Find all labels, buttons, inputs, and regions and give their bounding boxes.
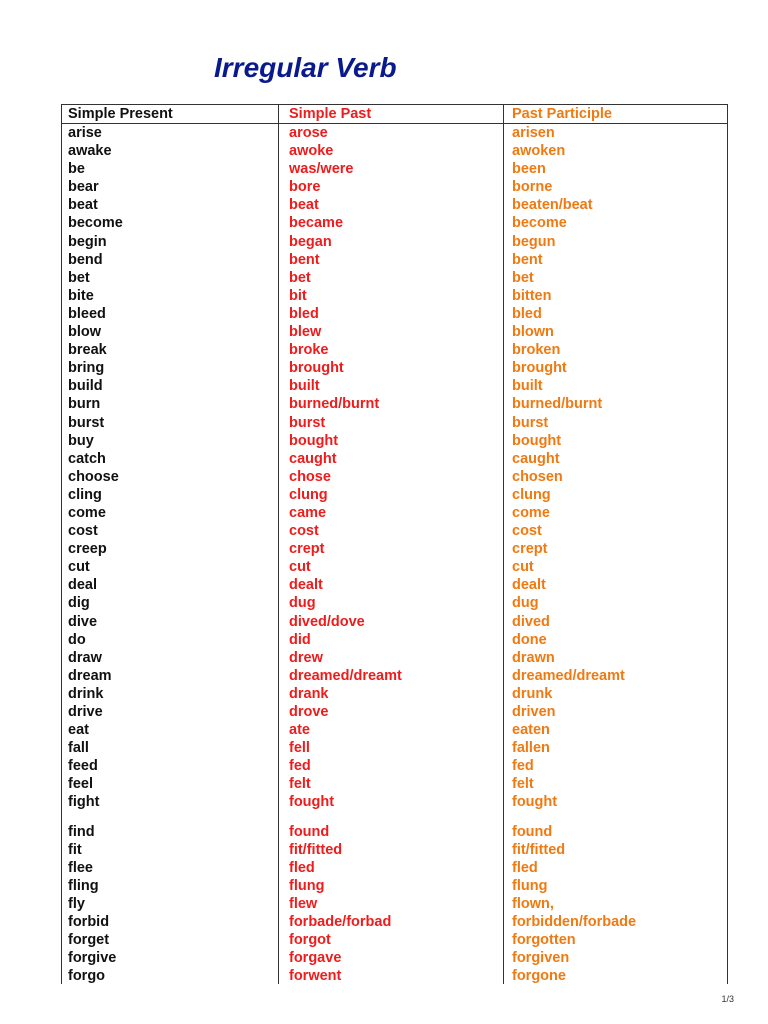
cell-past-participle: dived bbox=[512, 613, 550, 630]
cell-past-participle: borne bbox=[512, 179, 553, 196]
cell-simple-past: dreamed/dreamt bbox=[289, 667, 402, 684]
cell-simple-past: ate bbox=[289, 722, 310, 739]
cell-simple-present: feel bbox=[68, 776, 93, 793]
cell-past-participle: forgone bbox=[512, 968, 566, 985]
cell-simple-past: burst bbox=[289, 414, 326, 431]
table-row bbox=[62, 305, 727, 323]
cell-simple-past: blew bbox=[289, 324, 322, 341]
cell-simple-present: become bbox=[68, 215, 123, 232]
cell-simple-present: choose bbox=[68, 468, 119, 485]
page-title: Irregular Verb bbox=[214, 52, 397, 83]
cell-past-participle: flown, bbox=[512, 895, 554, 912]
table-row bbox=[62, 913, 727, 931]
table-row bbox=[62, 631, 727, 649]
cell-simple-present: drive bbox=[68, 704, 103, 720]
cell-simple-present: be bbox=[68, 161, 85, 178]
cell-simple-past: found bbox=[289, 823, 330, 840]
cell-simple-present: begin bbox=[68, 233, 107, 250]
cell-past-participle: eaten bbox=[512, 722, 550, 739]
cell-simple-present: dive bbox=[68, 613, 98, 630]
cell-simple-present: beat bbox=[68, 197, 98, 214]
cell-simple-present: draw bbox=[68, 649, 102, 666]
cell-simple-present: fly bbox=[68, 895, 85, 912]
table-row bbox=[62, 214, 727, 232]
table-row bbox=[62, 649, 727, 667]
cell-simple-present: bet bbox=[68, 269, 90, 286]
verb-table bbox=[61, 104, 728, 984]
table-row bbox=[62, 613, 727, 631]
cell-simple-present: drink bbox=[68, 685, 104, 702]
cell-simple-present: dream bbox=[68, 667, 112, 684]
table-row bbox=[62, 949, 727, 967]
cell-simple-present: fall bbox=[68, 740, 89, 757]
cell-past-participle: fit/fitted bbox=[512, 841, 566, 858]
cell-simple-present: awake bbox=[68, 143, 112, 160]
cell-simple-past: drew bbox=[289, 649, 323, 666]
cell-simple-present: burst bbox=[68, 414, 105, 431]
cell-simple-past: bore bbox=[289, 179, 321, 196]
cell-simple-past: fit/fitted bbox=[289, 841, 343, 858]
cell-simple-present: burn bbox=[68, 396, 101, 413]
cell-simple-present: fit bbox=[68, 841, 82, 858]
cell-past-participle: drawn bbox=[512, 649, 555, 666]
page-number: 1/3 bbox=[721, 994, 734, 1004]
table-body bbox=[62, 124, 727, 986]
table-row bbox=[62, 522, 727, 540]
cell-simple-past: bit bbox=[289, 287, 307, 304]
table-row bbox=[62, 124, 727, 142]
cell-simple-past: bet bbox=[289, 269, 311, 286]
table-row bbox=[62, 160, 727, 178]
cell-simple-past: cost bbox=[289, 523, 319, 540]
cell-simple-present: catch bbox=[68, 450, 106, 467]
table-row bbox=[62, 468, 727, 486]
cell-simple-past: built bbox=[289, 378, 320, 395]
cell-past-participle: felt bbox=[512, 776, 534, 793]
cell-past-participle: arisen bbox=[512, 125, 555, 141]
table-row bbox=[62, 395, 727, 413]
table-row bbox=[62, 450, 727, 468]
table-row bbox=[62, 721, 727, 739]
cell-simple-past: arose bbox=[289, 125, 328, 141]
table-row bbox=[62, 841, 727, 859]
table-row bbox=[62, 685, 727, 703]
cell-simple-past: fought bbox=[289, 794, 335, 811]
cell-simple-past: felt bbox=[289, 776, 311, 793]
header-past-participle: Past Participle bbox=[512, 106, 612, 122]
table-row bbox=[62, 504, 727, 522]
cell-simple-past: burned/burnt bbox=[289, 396, 380, 413]
cell-simple-present: feed bbox=[68, 758, 98, 775]
cell-simple-past: fell bbox=[289, 740, 310, 757]
cell-simple-present: fight bbox=[68, 794, 100, 811]
cell-past-participle: broken bbox=[512, 342, 561, 359]
cell-simple-past: drank bbox=[289, 685, 329, 702]
table-row bbox=[62, 576, 727, 594]
header-simple-past: Simple Past bbox=[289, 106, 372, 122]
cell-simple-past: did bbox=[289, 631, 311, 648]
cell-past-participle: crept bbox=[512, 541, 548, 558]
cell-past-participle: beaten/beat bbox=[512, 197, 593, 214]
cell-past-participle: come bbox=[512, 504, 550, 521]
cell-past-participle: dealt bbox=[512, 577, 546, 594]
table-row bbox=[62, 823, 727, 841]
cell-simple-past: chose bbox=[289, 468, 331, 485]
table-row bbox=[62, 432, 727, 450]
cell-simple-past: forbade/forbad bbox=[289, 914, 392, 931]
cell-past-participle: been bbox=[512, 161, 546, 178]
cell-past-participle: caught bbox=[512, 450, 560, 467]
cell-past-participle: begun bbox=[512, 233, 556, 250]
cell-simple-past: forwent bbox=[289, 968, 342, 985]
cell-past-participle: flung bbox=[512, 877, 548, 894]
table-row bbox=[62, 895, 727, 913]
cell-past-participle: burst bbox=[512, 414, 549, 431]
table-row bbox=[62, 703, 727, 721]
cell-simple-past: broke bbox=[289, 342, 329, 359]
table-row bbox=[62, 967, 727, 985]
cell-simple-present: eat bbox=[68, 722, 89, 739]
cell-simple-past: cut bbox=[289, 559, 311, 576]
cell-past-participle: fallen bbox=[512, 740, 550, 757]
cell-simple-present: bleed bbox=[68, 305, 106, 322]
cell-past-participle: found bbox=[512, 823, 553, 840]
cell-past-participle: forgiven bbox=[512, 950, 570, 967]
cell-past-participle: driven bbox=[512, 704, 556, 720]
table-row bbox=[62, 793, 727, 811]
cell-past-participle: bent bbox=[512, 251, 543, 268]
cell-simple-present: forgo bbox=[68, 968, 106, 985]
cell-past-participle: blown bbox=[512, 324, 554, 341]
cell-past-participle: chosen bbox=[512, 468, 563, 485]
table-row bbox=[62, 341, 727, 359]
cell-simple-present: dig bbox=[68, 595, 90, 612]
cell-simple-present: creep bbox=[68, 541, 107, 558]
cell-simple-past: flew bbox=[289, 895, 318, 912]
table-row bbox=[62, 269, 727, 287]
cell-simple-present: forget bbox=[68, 932, 110, 949]
cell-simple-present: cling bbox=[68, 486, 102, 503]
cell-simple-past: awoke bbox=[289, 143, 334, 160]
table-row bbox=[62, 359, 727, 377]
table-row bbox=[62, 251, 727, 269]
table-row bbox=[62, 594, 727, 612]
cell-simple-present: do bbox=[68, 631, 86, 648]
table-row bbox=[62, 287, 727, 305]
cell-simple-present: flee bbox=[68, 859, 93, 876]
cell-simple-past: was/were bbox=[289, 161, 354, 178]
cell-simple-past: flung bbox=[289, 877, 325, 894]
cell-simple-past: dived/dove bbox=[289, 613, 365, 630]
cell-simple-past: caught bbox=[289, 450, 337, 467]
cell-past-participle: cut bbox=[512, 559, 534, 576]
cell-past-participle: awoken bbox=[512, 143, 566, 160]
cell-simple-present: find bbox=[68, 823, 95, 840]
cell-simple-present: deal bbox=[68, 577, 98, 594]
table-row bbox=[62, 540, 727, 558]
cell-past-participle: fled bbox=[512, 859, 538, 876]
cell-simple-past: came bbox=[289, 504, 327, 521]
header-simple-present: Simple Present bbox=[68, 106, 173, 122]
cell-simple-past: drove bbox=[289, 704, 329, 720]
cell-simple-present: bite bbox=[68, 287, 94, 304]
cell-simple-past: beat bbox=[289, 197, 319, 214]
cell-simple-present: cut bbox=[68, 559, 90, 576]
table-row bbox=[62, 859, 727, 877]
cell-past-participle: built bbox=[512, 378, 543, 395]
cell-simple-present: blow bbox=[68, 324, 102, 341]
cell-past-participle: burned/burnt bbox=[512, 396, 603, 413]
cell-past-participle: dreamed/dreamt bbox=[512, 667, 625, 684]
table-row bbox=[62, 196, 727, 214]
cell-simple-past: dealt bbox=[289, 577, 323, 594]
cell-simple-past: fed bbox=[289, 758, 311, 775]
cell-past-participle: bitten bbox=[512, 287, 552, 304]
cell-simple-present: arise bbox=[68, 125, 102, 141]
table-row bbox=[62, 323, 727, 341]
cell-simple-past: dug bbox=[289, 595, 316, 612]
cell-simple-present: fling bbox=[68, 877, 99, 894]
cell-past-participle: bet bbox=[512, 269, 534, 286]
cell-past-participle: done bbox=[512, 631, 547, 648]
table-row bbox=[62, 377, 727, 395]
cell-simple-present: bring bbox=[68, 360, 105, 377]
cell-simple-past: became bbox=[289, 215, 344, 232]
cell-past-participle: forbidden/forbade bbox=[512, 914, 637, 931]
cell-past-participle: brought bbox=[512, 360, 567, 377]
cell-past-participle: dug bbox=[512, 595, 539, 612]
cell-past-participle: bought bbox=[512, 432, 562, 449]
cell-simple-present: bend bbox=[68, 251, 103, 268]
table-row bbox=[62, 877, 727, 895]
table-row bbox=[62, 486, 727, 504]
cell-past-participle: drunk bbox=[512, 685, 553, 702]
table-row bbox=[62, 233, 727, 251]
table-row bbox=[62, 775, 727, 793]
cell-simple-present: cost bbox=[68, 523, 98, 540]
cell-past-participle: bled bbox=[512, 305, 542, 322]
table-row bbox=[62, 558, 727, 576]
table-row bbox=[62, 142, 727, 160]
cell-simple-past: bent bbox=[289, 251, 320, 268]
cell-past-participle: fought bbox=[512, 794, 558, 811]
table-row bbox=[62, 667, 727, 685]
cell-simple-past: crept bbox=[289, 541, 325, 558]
cell-simple-present: buy bbox=[68, 432, 94, 449]
cell-past-participle: forgotten bbox=[512, 932, 576, 949]
cell-simple-past: forgot bbox=[289, 932, 331, 949]
cell-past-participle: clung bbox=[512, 486, 551, 503]
cell-past-participle: cost bbox=[512, 523, 542, 540]
cell-simple-present: bear bbox=[68, 179, 99, 196]
cell-simple-past: bled bbox=[289, 305, 319, 322]
table-row bbox=[62, 757, 727, 775]
cell-past-participle: become bbox=[512, 215, 567, 232]
cell-simple-past: brought bbox=[289, 360, 344, 377]
table-row bbox=[62, 414, 727, 432]
cell-simple-past: clung bbox=[289, 486, 328, 503]
cell-simple-present: forbid bbox=[68, 914, 110, 931]
cell-simple-present: come bbox=[68, 504, 106, 521]
cell-simple-past: bought bbox=[289, 432, 339, 449]
cell-simple-present: forgive bbox=[68, 950, 117, 967]
cell-simple-past: began bbox=[289, 233, 332, 250]
table-row bbox=[62, 931, 727, 949]
cell-simple-past: fled bbox=[289, 859, 315, 876]
cell-simple-present: build bbox=[68, 378, 103, 395]
table-row bbox=[62, 739, 727, 757]
cell-simple-present: break bbox=[68, 342, 107, 359]
cell-past-participle: fed bbox=[512, 758, 534, 775]
cell-simple-past: forgave bbox=[289, 950, 342, 967]
table-header-row bbox=[62, 105, 727, 124]
table-row bbox=[62, 178, 727, 196]
